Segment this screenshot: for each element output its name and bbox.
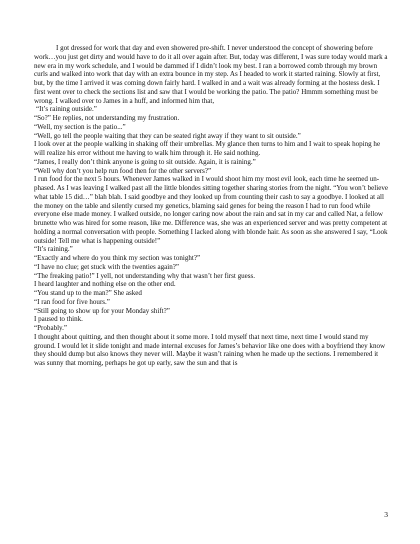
paragraph: I got dressed for work that day and even showered pre-shift. I never understood the concept of showering before work…you just get dirty and would have to do it all over again after. But, today was different, I was sure today would mark a new era in my work schedule, and I would be dammed if I didn’t look my best. I ran a borrowed comb through my brown curls and walked into work that day with an extra bounce in my step. As I headed to work it started raining. Slowly at first, but, by the time I arrived it was coming down fairly hard. I walked in and a wait was already forming at the hostess desk. I first went over to check the sections list and saw that I would be working the patio. The patio? Hmmm something must be wrong. I walked over to James in a huff, and informed him that, xyxy=(34,44,388,105)
paragraph: “Probably.” xyxy=(34,324,68,332)
paragraph: “James, I really don’t think anyone is going to sit outside. Again, it is raining.” xyxy=(34,157,256,166)
paragraph: I look over at the people walking in shaking off their umbrellas. My glance then turns to him and I wait to speak hoping he will realize his error without me having to walk him through it. He said nothing. xyxy=(34,140,381,157)
paragraph: I run food for the next 5 hours. Whenever James walked in I would shoot him my most evil look, each time he seemed un-phased. As I was leaving I walked past all the little blondes sitting together sharing stories from the night. “You won’t believe what table 15 did…” blah blah. I said goodbye and they looked up from counting their cash to say a goodbye. I looked at all the money on the table and silently cursed my genetics, blaming said genes for being the reason I had to run food while everyone else made money. I walked outside, no longer caring now about the rain and sat in my car and called Nat, a fellow brunette who was hired for some reason, like me. Difference was, she was an experienced server and was pretty competent at holding a normal conversation with people. Something I lacked along with blonde hair. As soon as she answered I say, “Look outside! Tell me what is happening outside!” xyxy=(34,175,388,245)
paragraph: I thought about quitting, and then thought about it some more. I told myself that next time, next time I would stand my ground. I would let it slide tonight and made internal excuses for James’s behavior like one does with a boyfriend they know they should dump but also knows they never will. Maybe it wasn’t raining when he made up the sections. I remembered it was sunny that morning, perhaps he got up early, saw the sun and that is xyxy=(34,332,386,367)
page-number: 3 xyxy=(384,510,388,519)
paragraph: “I ran food for five hours.” xyxy=(34,297,110,306)
paragraph: “I have no clue; get stuck with the twenties again?” xyxy=(34,262,179,271)
paragraph: I heard laughter and nothing else on the other end. xyxy=(34,280,176,289)
paragraph: “Still going to show up for your Monday shift?” xyxy=(34,306,170,315)
paragraph: “It’s raining outside.” xyxy=(36,105,97,114)
paragraph: “So?” He replies, not understanding my frustration. xyxy=(34,114,180,122)
body-text xyxy=(34,44,390,368)
paragraph: “Well, my section is the patio...” xyxy=(34,122,126,131)
paragraph: “Well why don’t you help run food then for the other servers?” xyxy=(34,166,212,175)
paragraph: I paused to think. xyxy=(34,315,83,324)
paragraph: “The freaking patio!” I yell, not understanding why that wasn’t her first guess. xyxy=(34,271,256,280)
paragraph: “It’s raining.” xyxy=(34,245,73,254)
paragraph: “Well, go tell the people waiting that they can be seated right away if they want to sit outside.” xyxy=(34,131,301,140)
paragraph: “Exactly and where do you think my section was tonight?” xyxy=(34,254,201,262)
paragraph: “You stand up to the man?” She asked xyxy=(34,289,142,297)
